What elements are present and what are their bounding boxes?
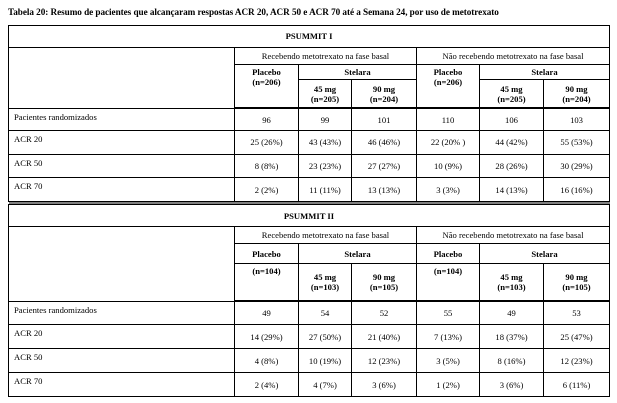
study-title-row — [9, 205, 610, 227]
dose-header: 45 mg (n=103) — [480, 263, 544, 300]
table-cell: 2 (2%) — [235, 178, 299, 202]
row-label: ACR 20 — [9, 130, 235, 154]
table-cell: 46 (46%) — [352, 130, 417, 154]
table-row — [9, 109, 610, 131]
dose-header: 90 mg (n=105) — [352, 263, 417, 300]
placebo-label: Placebo — [417, 244, 480, 263]
placebo-n: (n=104) — [235, 263, 299, 300]
table-cell: 3 (3%) — [417, 178, 480, 202]
table-cell: 110 — [417, 109, 480, 131]
table-cell: 16 (16%) — [544, 178, 610, 202]
table-row — [9, 301, 610, 325]
table-cell: 3 (6%) — [480, 373, 544, 397]
table-cell: 103 — [544, 109, 610, 131]
table-cell: 27 (27%) — [352, 154, 417, 178]
table-cell: 12 (23%) — [544, 349, 610, 373]
row-label: ACR 50 — [9, 154, 235, 178]
row-label: ACR 20 — [9, 325, 235, 349]
group-header-no-mtx: Não recebendo metotrexato na fase basal — [417, 227, 610, 244]
table-cell: 18 (37%) — [480, 325, 544, 349]
table-cell: 10 (19%) — [299, 349, 352, 373]
table-cell: 13 (13%) — [352, 178, 417, 202]
table-cell: 101 — [352, 109, 417, 131]
table-cell: 14 (29%) — [235, 325, 299, 349]
group-header-mtx: Recebendo metotrexato na fase basal — [235, 47, 417, 64]
empty-header-cell — [9, 227, 235, 302]
table-cell: 54 — [299, 301, 352, 325]
table-cell: 55 — [417, 301, 480, 325]
dose-header: 45 mg (n=103) — [299, 263, 352, 300]
table-cell: 1 (2%) — [417, 373, 480, 397]
table-cell: 8 (16%) — [480, 349, 544, 373]
table-cell: 3 (5%) — [417, 349, 480, 373]
placebo-n: (n=206) — [252, 76, 281, 87]
group-header-row — [9, 47, 610, 64]
table-row — [9, 178, 610, 202]
stelara-header: Stelara — [299, 64, 417, 79]
table-cell: 4 (7%) — [299, 373, 352, 397]
table-cell: 52 — [352, 301, 417, 325]
table-cell: 25 (26%) — [235, 130, 299, 154]
table-cell: 4 (8%) — [235, 349, 299, 373]
row-label: Pacientes randomizados — [9, 301, 235, 325]
placebo-header — [417, 64, 480, 107]
table-cell: 96 — [235, 109, 299, 131]
table-cell: 53 — [544, 301, 610, 325]
study-title-row — [9, 26, 610, 48]
group-header-mtx: Recebendo metotrexato na fase basal — [235, 227, 417, 244]
row-label: Pacientes randomizados — [9, 109, 235, 131]
table-row — [9, 349, 610, 373]
table-cell: 10 (9%) — [417, 154, 480, 178]
table-cell: 55 (53%) — [544, 130, 610, 154]
table-cell: 106 — [480, 109, 544, 131]
empty-header-cell — [9, 47, 235, 109]
stelara-header: Stelara — [480, 244, 610, 263]
table-row — [9, 325, 610, 349]
table-cell: 22 (20% ) — [417, 130, 480, 154]
table-cell: 7 (13%) — [417, 325, 480, 349]
row-label: ACR 50 — [9, 349, 235, 373]
dose-header: 45 mg (n=205) — [299, 80, 352, 108]
table-row — [9, 130, 610, 154]
table-cell: 8 (8%) — [235, 154, 299, 178]
table-cell: 23 (23%) — [299, 154, 352, 178]
table-cell: 6 (11%) — [544, 373, 610, 397]
table-cell: 11 (11%) — [299, 178, 352, 202]
group-header-row — [9, 227, 610, 244]
stelara-header: Stelara — [480, 64, 610, 79]
table-cell: 14 (13%) — [480, 178, 544, 202]
table-cell: 27 (50%) — [299, 325, 352, 349]
study-title: PSUMMIT I — [9, 26, 610, 48]
placebo-n: (n=206) — [433, 76, 463, 87]
placebo-label: Placebo — [433, 66, 463, 77]
dose-header: 90 mg (n=204) — [352, 80, 417, 108]
table-cell: 21 (40%) — [352, 325, 417, 349]
placebo-header — [235, 64, 299, 107]
dose-header: 45 mg (n=205) — [480, 80, 544, 108]
table-cell: 43 (43%) — [299, 130, 352, 154]
table-cell: 49 — [235, 301, 299, 325]
table-caption: Tabela 20: Resumo de pacientes que alcançaram respostas ACR 20, ACR 50 e ACR 70 até a Semana 24, por uso de metotrexato — [8, 7, 499, 17]
acr-response-table — [8, 25, 610, 397]
table-cell: 28 (26%) — [480, 154, 544, 178]
row-label: ACR 70 — [9, 178, 235, 202]
study-title: PSUMMIT II — [9, 205, 610, 227]
placebo-n: (n=104) — [417, 263, 480, 300]
dose-header: 90 mg (n=204) — [544, 80, 610, 108]
table-cell: 12 (23%) — [352, 349, 417, 373]
table-cell: 30 (29%) — [544, 154, 610, 178]
table-cell: 3 (6%) — [352, 373, 417, 397]
table-cell: 99 — [299, 109, 352, 131]
stelara-header: Stelara — [299, 244, 417, 263]
table-row — [9, 373, 610, 397]
table-row — [9, 154, 610, 178]
group-header-no-mtx: Não recebendo metotrexato na fase basal — [417, 47, 610, 64]
table-cell: 44 (42%) — [480, 130, 544, 154]
table-cell: 2 (4%) — [235, 373, 299, 397]
table-cell: 49 — [480, 301, 544, 325]
dose-header: 90 mg (n=105) — [544, 263, 610, 300]
row-label: ACR 70 — [9, 373, 235, 397]
placebo-label: Placebo — [235, 244, 299, 263]
placebo-label: Placebo — [252, 66, 281, 77]
table-cell: 25 (47%) — [544, 325, 610, 349]
